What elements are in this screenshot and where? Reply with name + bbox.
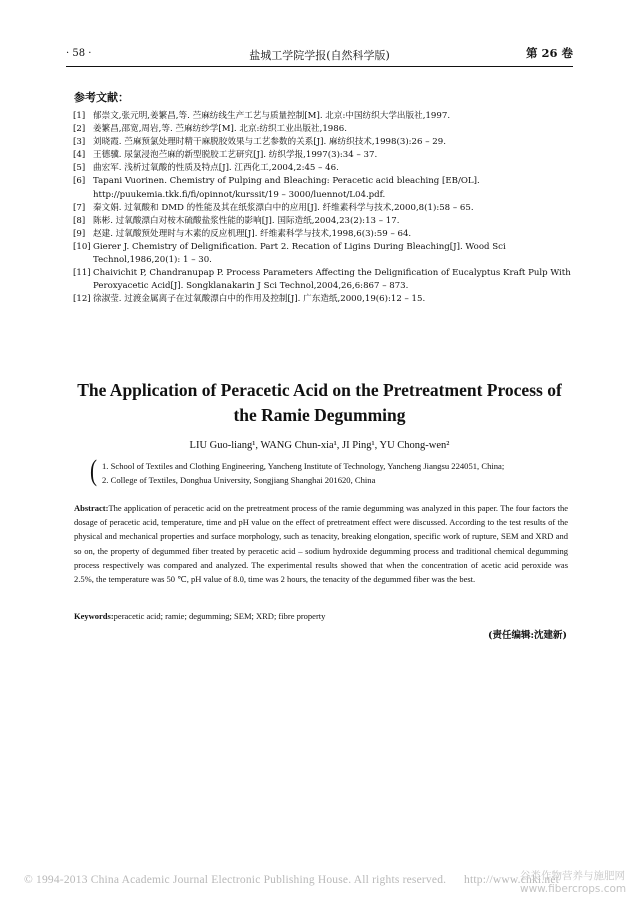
reference-number: [2] bbox=[73, 124, 86, 135]
reference-text: 徐淑莹. 过渡金属离子在过氧酸漂白中的作用及控制[J]. 广东造纸,2000,19(6):12 – 15. bbox=[93, 294, 426, 305]
affiliation-brace: ( bbox=[90, 454, 97, 487]
reference-number: [10] bbox=[73, 241, 91, 252]
affiliation-1: 1. School of Textiles and Clothing Engineering, Yancheng Institute of Technology, Yancheng Jiangsu 224051, China; bbox=[102, 461, 505, 471]
reference-number: [7] bbox=[73, 202, 86, 213]
reference-text: 秦文娟. 过氧酸和 DMD 的性能及其在纸浆漂白中的应用[J]. 纤维素科学与技术,2000,8(1):58 – 65. bbox=[93, 202, 474, 213]
copyright-footer bbox=[24, 874, 560, 886]
references-heading: 参考文献： bbox=[74, 91, 129, 104]
reference-item bbox=[73, 123, 573, 136]
watermark-title: 谷类作物营养与施肥网 bbox=[520, 870, 625, 882]
reference-text: 赵建. 过氧酸预处理时与木素的反应机理[J]. 纤维素科学与技术,1998,6(3):59 – 64. bbox=[93, 228, 412, 239]
author-list: LIU Guo-liang¹, WANG Chun-xia¹, JI Ping¹, YU Chong-wen² bbox=[189, 440, 450, 451]
reference-number: [1] bbox=[73, 111, 86, 121]
reference-text: Tapani Vuorinen. Chemistry of Pulping and Bleaching: Peracetic acid bleaching [EB/OL]. http://puukemia.tkk.fi/fi/opinnot/kurssit/19 – 3000/luennot/L04.pdf. bbox=[93, 176, 480, 200]
affiliation-2: 2. College of Textiles, Donghua University, Songjiang Shanghai 201620, China bbox=[102, 475, 376, 485]
responsible-editor: (责任编辑:沈建新) bbox=[488, 630, 567, 641]
reference-text: 姜繁昌,邵宽,周岩,等. 苎麻纺纱学[M]. 北京:纺织工业出版社,1986. bbox=[93, 124, 347, 135]
keywords bbox=[74, 611, 568, 621]
reference-text: 刘晓霞. 苎麻预氯处理时精干麻脱胶效果与工艺参数的关系[J]. 麻纺织技术,1998(3):26 – 29. bbox=[93, 137, 446, 148]
reference-text: 曲宏军. 浅析过氧酸的性质及特点[J]. 江西化工,2004,2:45 – 46. bbox=[93, 163, 339, 174]
volume-number: 第 26 卷 bbox=[525, 46, 573, 60]
footer-link[interactable]: http://www.cnki.net bbox=[464, 874, 560, 886]
reference-number: [9] bbox=[73, 228, 86, 239]
reference-item bbox=[73, 241, 573, 267]
article-title bbox=[60, 378, 579, 428]
keywords-label: Keywords: bbox=[74, 611, 114, 621]
article-title-line-2: the Ramie Degumming bbox=[233, 405, 406, 425]
reference-number: [4] bbox=[73, 150, 86, 161]
reference-text: Chaivichit P, Chandranupap P. Process Parameters Affecting the Delignification of Eucalyptus Kraft Pulp With Peroxyacetic Acid[J]. Songklanakarin J Sci Technol,2004,26,6:867 – 873. bbox=[93, 268, 571, 292]
reference-item bbox=[73, 228, 573, 241]
reference-number: [6] bbox=[73, 176, 86, 187]
keywords-text: peracetic acid; ramie; degumming; SEM; XRD; fibre property bbox=[113, 611, 326, 621]
watermark-url: www.fibercrops.com bbox=[520, 883, 627, 895]
abstract bbox=[74, 501, 568, 586]
reference-text: 王德骥. 尿氯浸泡苎麻的新型脱胶工艺研究[J]. 纺织学报,1997(3):34 – 37. bbox=[93, 150, 378, 161]
copyright-text: © 1994-2013 China Academic Journal Electronic Publishing House. All rights reserved. bbox=[24, 874, 447, 886]
reference-text: 陈彬. 过氧酸漂白对桉木硫酸盐浆性能的影响[J]. 国际造纸,2004,23(2):13 – 17. bbox=[93, 215, 400, 226]
reference-list bbox=[73, 110, 573, 306]
abstract-text: The application of peracetic acid on the pretreatment process of the ramie degumming was analyzed in this paper. The four factors the dosage of peracetic acid, temperature, time and pH value on the effect of pretreatment effect were discussed. According to the test results of the physical and mechanical properties and surface morphology, such as tenacity, breaking elongation, specific work of rupture, SEM and XRD and so on, the property of degummed fiber treated by peracetic acid – sodium hydroxide degumming process and traditional chemical degumming process respectively was compared and analyzed. The experimental results showed that when the concentration of acetic acid peroxide was 2.5%, the temperature was 50 ℃, pH value of 8.0, time was 2 hours, the tenacity of the degummed fiber was the best. bbox=[74, 503, 568, 585]
reference-item bbox=[73, 293, 573, 306]
article-title-line-1: The Application of Peracetic Acid on the Pretreatment Process of bbox=[77, 380, 562, 400]
reference-item bbox=[73, 202, 573, 215]
reference-number: [11] bbox=[73, 268, 91, 279]
page-number: · 58 · bbox=[66, 48, 92, 59]
reference-item bbox=[73, 267, 573, 293]
reference-item bbox=[73, 149, 573, 162]
reference-number: [3] bbox=[73, 137, 86, 148]
reference-item bbox=[73, 175, 573, 201]
reference-text: Gierer J. Chemistry of Delignification. Part 2. Recation of Ligins During Bleaching[J]. Wood Sci Technol,1986,20(1): 1 – 30. bbox=[93, 241, 506, 266]
reference-item bbox=[73, 136, 573, 149]
reference-number: [8] bbox=[73, 215, 86, 226]
journal-name: 盐城工学院学报(自然科学版) bbox=[249, 49, 390, 62]
reference-item bbox=[73, 215, 573, 228]
reference-text: 郁崇文,张元明,姜繁昌,等. 苎麻纺线生产工艺与质量控制[M]. 北京:中国纺织大学出版社,1997. bbox=[93, 111, 451, 121]
reference-item bbox=[73, 162, 573, 175]
site-watermark bbox=[520, 870, 626, 896]
reference-number: [12] bbox=[73, 294, 91, 305]
page-header bbox=[66, 44, 573, 64]
header-rule bbox=[66, 66, 573, 67]
reference-item bbox=[73, 110, 573, 123]
abstract-label: Abstract: bbox=[74, 503, 109, 513]
reference-number: [5] bbox=[73, 163, 86, 174]
affiliations bbox=[90, 454, 560, 491]
